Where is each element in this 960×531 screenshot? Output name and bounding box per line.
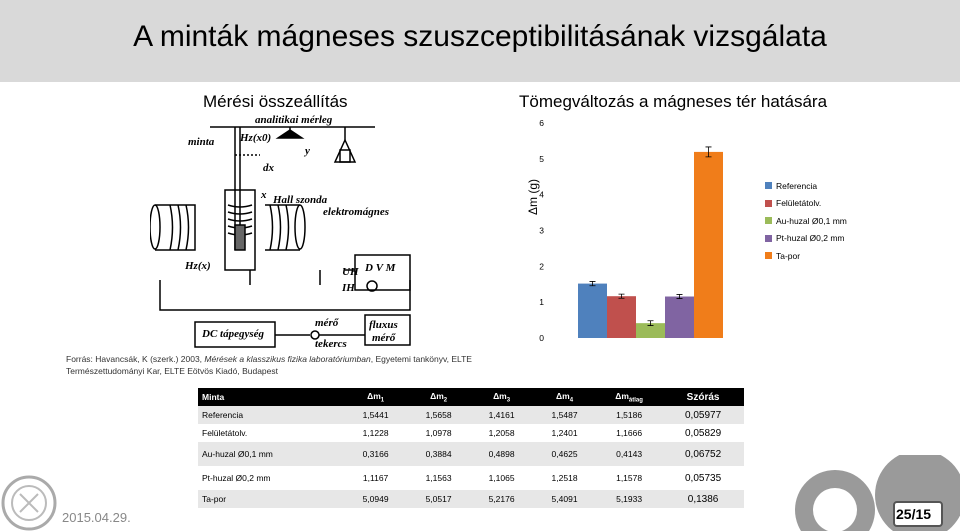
legend-swatch bbox=[765, 182, 772, 189]
university-logo bbox=[0, 474, 58, 531]
col-header-mavg: $\Delta m_{átlag}$ bbox=[596, 388, 662, 406]
col-header-m4: $\Delta m_4$ bbox=[533, 388, 596, 406]
label-fluxus: fluxus bbox=[369, 319, 398, 331]
table-row bbox=[198, 466, 744, 490]
label-elektromagnes: elektromágnes bbox=[323, 206, 389, 218]
bar-5 bbox=[694, 152, 723, 338]
cell-m1: 1,5441 bbox=[344, 406, 407, 424]
label-uh: UH bbox=[342, 266, 359, 278]
cell-szoras: 0,06752 bbox=[662, 442, 744, 466]
label-analitikai-merleg: analitikai mérleg bbox=[255, 114, 333, 126]
label-hall-szonda: Hall szonda bbox=[273, 194, 328, 206]
chart-y-axis-label: Δm (g) bbox=[526, 178, 540, 215]
measurement-table bbox=[198, 388, 744, 508]
cell-m4: 1,2518 bbox=[551, 473, 578, 483]
cell-szoras: 0,05977 bbox=[662, 406, 744, 424]
label-minta: minta bbox=[188, 136, 215, 148]
setup-heading: Mérési összeállítás bbox=[203, 92, 348, 111]
col-header-szoras: Szórás bbox=[662, 388, 744, 406]
legend-label: Referencia bbox=[776, 180, 818, 191]
legend-item bbox=[765, 177, 847, 195]
cell-name: Ta-por bbox=[198, 490, 344, 508]
source-prefix: Forrás: Havancsák, K (szerk.) 2003, bbox=[66, 354, 205, 364]
cell-m4: 1,2401 bbox=[551, 428, 578, 438]
cell-m2: 5,0517 bbox=[407, 490, 470, 508]
label-tekercs: tekercs bbox=[315, 338, 347, 350]
chart-legend bbox=[765, 177, 847, 265]
cell-m3: 0,4898 bbox=[470, 442, 533, 466]
page-number: 25/15 bbox=[896, 506, 932, 522]
table-row bbox=[198, 424, 744, 442]
cell-m1: 1,1228 bbox=[362, 428, 389, 438]
table-row bbox=[198, 442, 744, 466]
bar-2 bbox=[607, 296, 636, 338]
bar-4 bbox=[665, 297, 694, 338]
legend-label: Au-huzal Ø0,1 mm bbox=[776, 215, 847, 226]
label-x: x bbox=[261, 189, 267, 201]
legend-item bbox=[765, 212, 847, 230]
source-title: Mérések a klasszikus fizika laboratóriumban bbox=[204, 354, 371, 364]
label-dvm: D V M bbox=[365, 262, 396, 274]
legend-swatch bbox=[765, 252, 772, 259]
cell-name: Felületátolv. bbox=[202, 428, 248, 438]
cell-mavg: 1,1666 bbox=[616, 428, 643, 438]
source-citation bbox=[66, 353, 536, 377]
cell-szoras: 0,1386 bbox=[662, 490, 744, 508]
legend-swatch bbox=[765, 235, 772, 242]
slide-title: A minták mágneses szuszceptibilitásának vizsgálata bbox=[133, 20, 827, 53]
legend-swatch bbox=[765, 217, 772, 224]
slide-date: 2015.04.29. bbox=[62, 510, 131, 525]
cell-m2: 1,0978 bbox=[425, 428, 452, 438]
cell-m3: 5,2176 bbox=[470, 490, 533, 508]
cell-m3: 1,4161 bbox=[470, 406, 533, 424]
setup-diagram bbox=[150, 110, 430, 350]
y-tick-label: 0 bbox=[539, 333, 544, 343]
cell-mavg: 0,4143 bbox=[596, 442, 662, 466]
col-header-m1: $\Delta m_1$ bbox=[344, 388, 407, 406]
label-hz-x: Hz(x) bbox=[185, 260, 211, 272]
bar-1 bbox=[578, 284, 607, 338]
chart-heading: Tömegváltozás a mágneses tér hatására bbox=[519, 92, 828, 111]
table-row bbox=[198, 490, 744, 508]
legend-item bbox=[765, 247, 847, 265]
cell-name: Pt-huzal Ø0,2 mm bbox=[202, 473, 271, 483]
cell-name: Au-huzal Ø0,1 mm bbox=[198, 442, 344, 466]
source-suffix: , Egyetemi tankönyv, ELTE Természettudományi Kar, ELTE Eötvös Kiadó, Budapest bbox=[66, 354, 472, 376]
cell-mavg: 5,1933 bbox=[596, 490, 662, 508]
cell-m3: 1,1065 bbox=[488, 473, 515, 483]
label-ih: IH bbox=[342, 282, 355, 294]
cell-m4: 1,5487 bbox=[533, 406, 596, 424]
y-tick-label: 4 bbox=[539, 189, 544, 200]
y-tick-label: 3 bbox=[539, 225, 544, 236]
cell-szoras: 0,05735 bbox=[685, 472, 722, 484]
cell-m1: 1,1167 bbox=[362, 473, 389, 483]
cell-m1: 5,0949 bbox=[344, 490, 407, 508]
cell-m2: 1,5658 bbox=[407, 406, 470, 424]
label-fluxus-mero: mérő bbox=[372, 332, 396, 344]
label-mero: mérő bbox=[315, 317, 339, 329]
col-header-minta: Minta bbox=[198, 388, 344, 406]
table-row bbox=[198, 406, 744, 424]
label-dx: dx bbox=[263, 162, 274, 174]
cell-mavg: 1,1578 bbox=[616, 473, 643, 483]
cell-name: Referencia bbox=[198, 406, 344, 424]
cell-m2: 0,3884 bbox=[407, 442, 470, 466]
y-tick-label: 2 bbox=[539, 261, 544, 272]
legend-item bbox=[765, 195, 847, 213]
cell-m1: 0,3166 bbox=[344, 442, 407, 466]
cell-mavg: 1,5186 bbox=[596, 406, 662, 424]
table-header-row bbox=[198, 388, 744, 406]
y-tick-label: 6 bbox=[539, 118, 544, 128]
cell-m4: 0,4625 bbox=[533, 442, 596, 466]
cell-m4: 5,4091 bbox=[533, 490, 596, 508]
label-hz-x0: Hz(x0) bbox=[240, 132, 272, 144]
label-dc-tapegyseg: DC tápegység bbox=[202, 328, 265, 340]
legend-label: Pt-huzal Ø0,2 mm bbox=[776, 233, 845, 244]
legend-swatch bbox=[765, 200, 772, 207]
legend-label: Ta-por bbox=[776, 250, 801, 261]
y-tick-label: 1 bbox=[539, 297, 544, 308]
legend-item bbox=[765, 230, 847, 248]
y-tick-label: 5 bbox=[539, 153, 544, 164]
cell-m2: 1,1563 bbox=[425, 473, 452, 483]
label-y: y bbox=[305, 145, 310, 157]
col-header-m3: $\Delta m_3$ bbox=[470, 388, 533, 406]
cell-m3: 1,2058 bbox=[488, 428, 515, 438]
col-header-m2: $\Delta m_2$ bbox=[407, 388, 470, 406]
cell-szoras: 0,05829 bbox=[685, 427, 722, 439]
legend-label: Felületátolv. bbox=[776, 198, 822, 209]
